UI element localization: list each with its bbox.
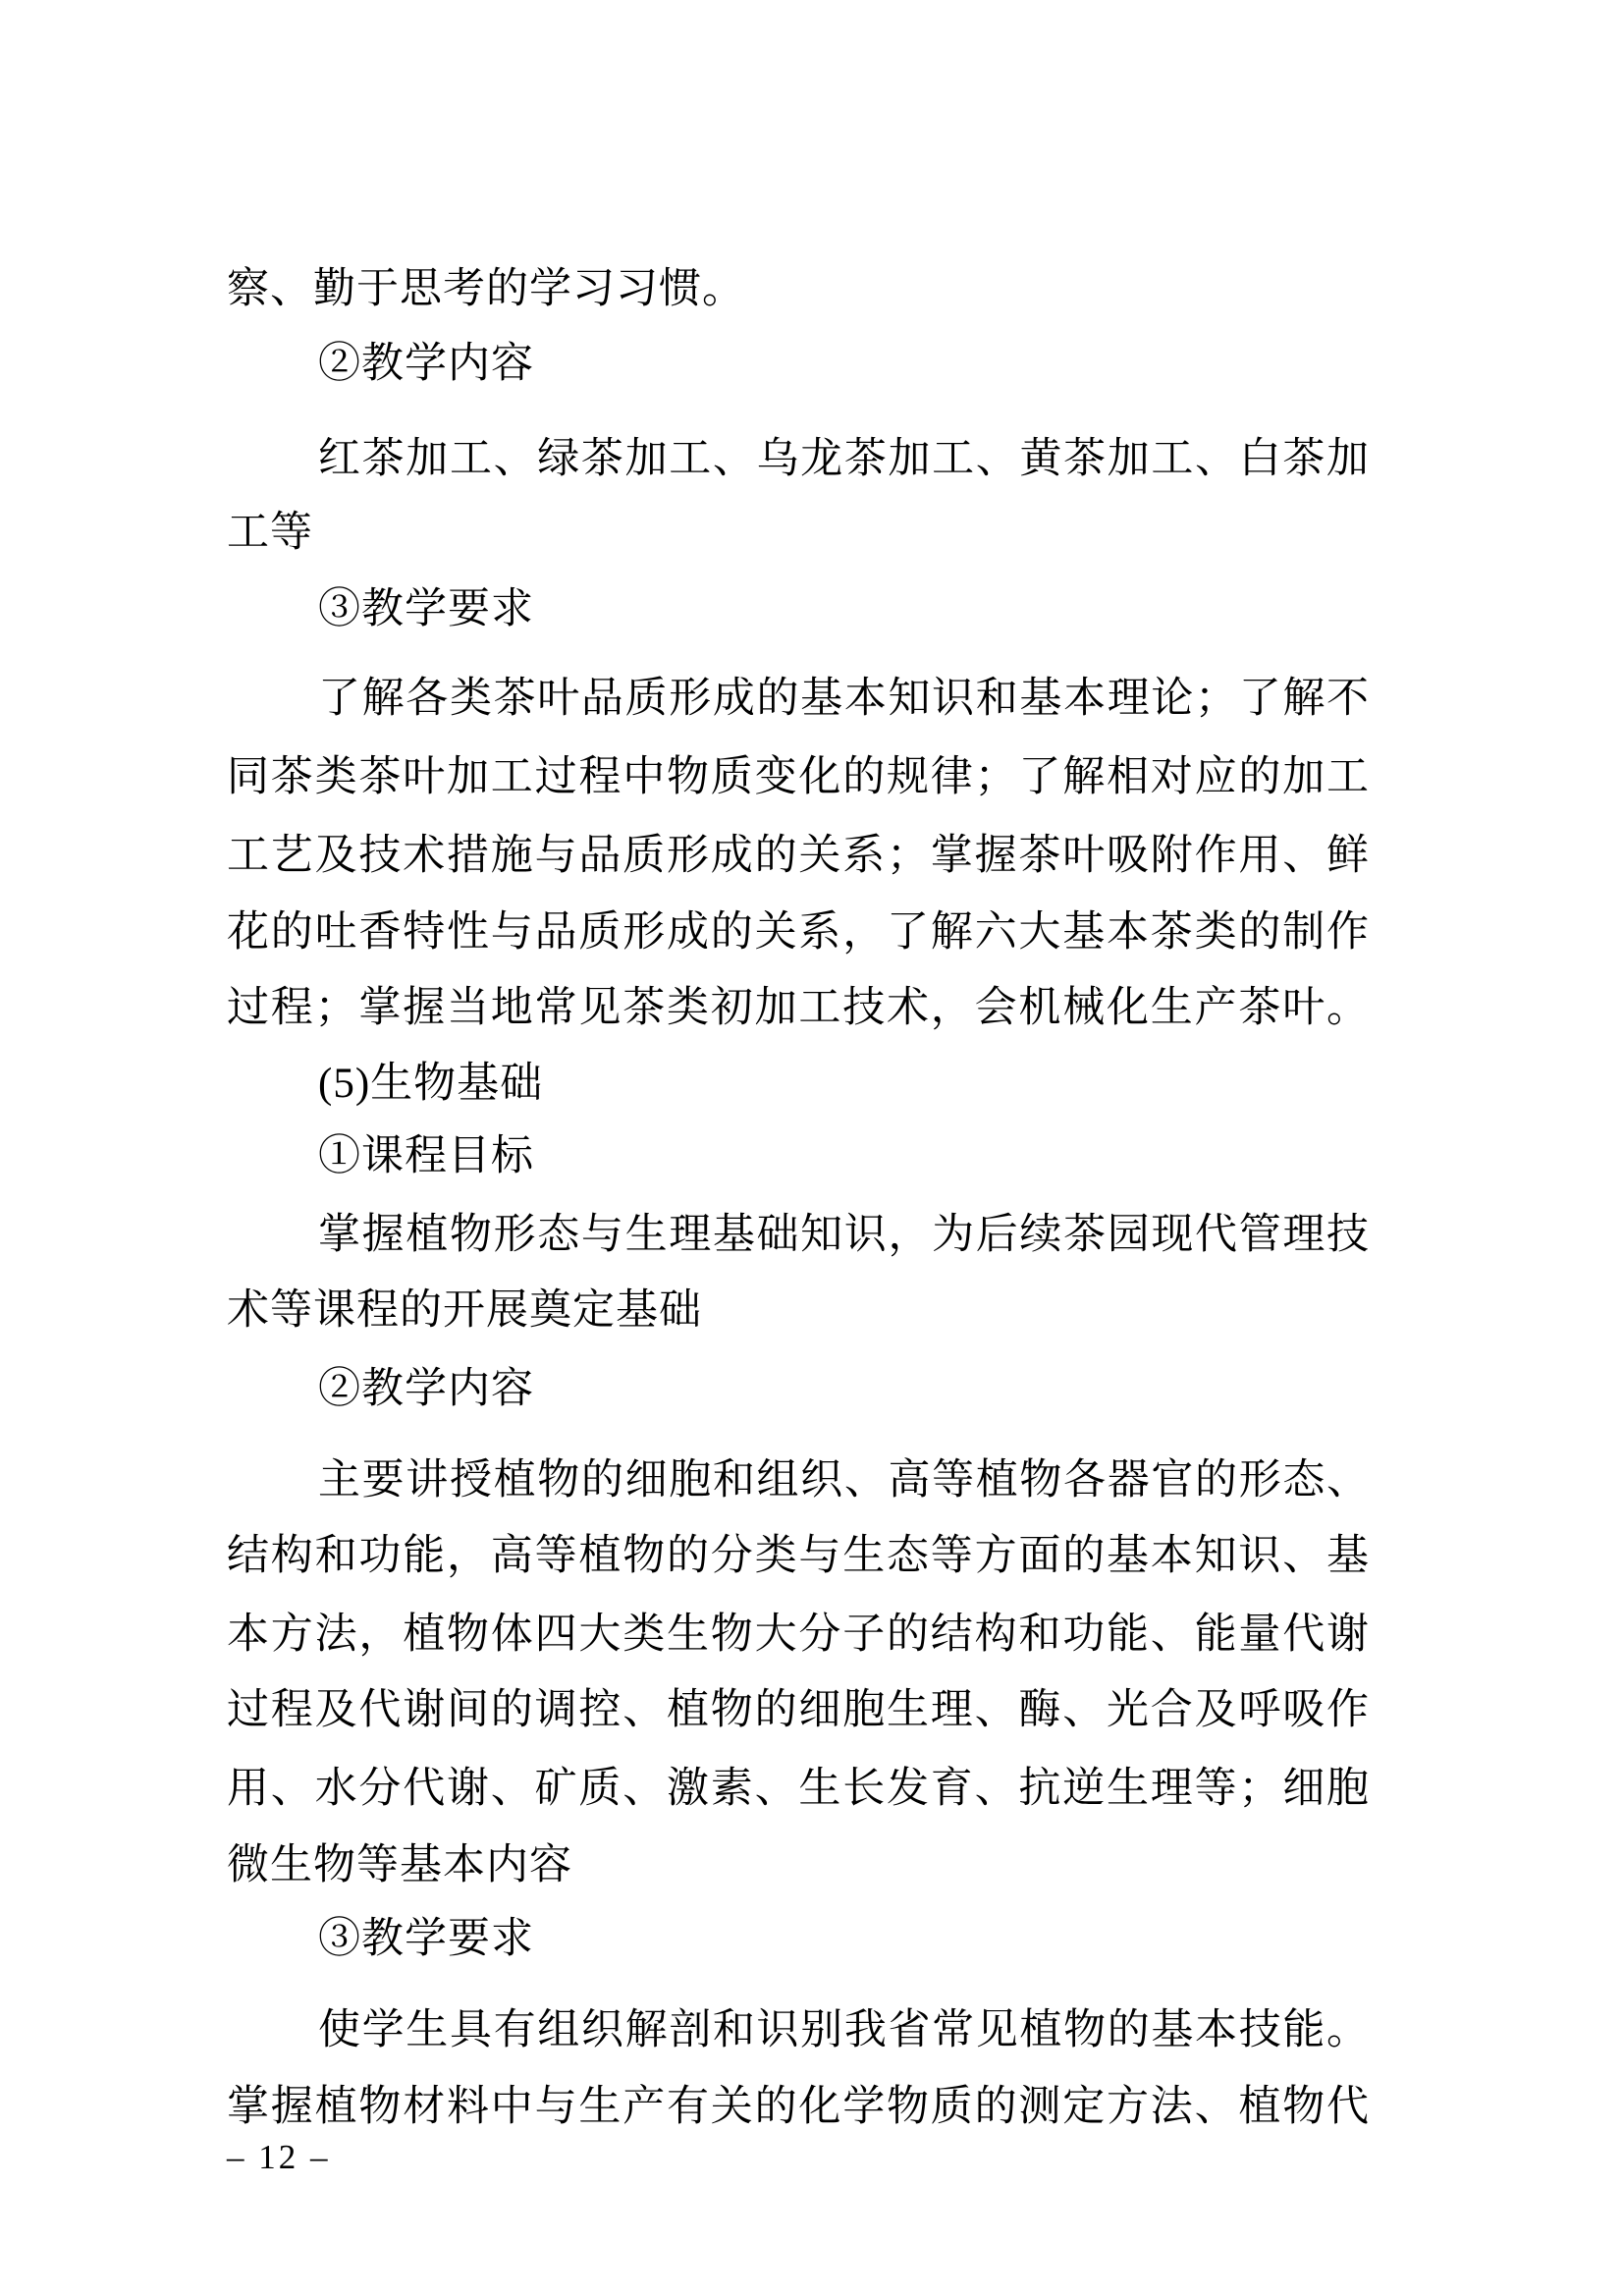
body-line: 微生物等基本内容 bbox=[227, 1842, 572, 1888]
body-line: 察、勤于思考的学习习惯。 bbox=[227, 266, 745, 312]
body-line: 同茶类茶叶加工过程中物质变化的规律；了解相对应的加工 bbox=[227, 754, 1370, 800]
body-line: 过程；掌握当地常见茶类初加工技术，会机械化生产茶叶。 bbox=[227, 985, 1370, 1031]
body-line: 术等课程的开展奠定基础 bbox=[227, 1287, 702, 1334]
body-line: 用、水分代谢、矿质、激素、生长发育、抗逆生理等；细胞 bbox=[227, 1766, 1370, 1812]
section-heading-line: ③教学要求 bbox=[318, 1916, 534, 1962]
section-heading-line: ②教学内容 bbox=[318, 1366, 534, 1412]
body-line: 过程及代谢间的调控、植物的细胞生理、酶、光合及呼吸作 bbox=[227, 1687, 1370, 1733]
body-line: 本方法，植物体四大类生物大分子的结构和功能、能量代谢 bbox=[227, 1612, 1370, 1658]
body-line: 工艺及技术措施与品质形成的关系；掌握茶叶吸附作用、鲜 bbox=[227, 833, 1370, 879]
subsection-heading-line: (5)生物基础 bbox=[318, 1061, 544, 1107]
body-line: 主要讲授植物的细胞和组织、高等植物各器官的形态、 bbox=[318, 1457, 1370, 1503]
body-line: 掌握植物形态与生理基础知识，为后续茶园现代管理技 bbox=[318, 1212, 1370, 1258]
body-line: 了解各类茶叶品质形成的基本知识和基本理论；了解不 bbox=[318, 676, 1370, 722]
body-line: 花的吐香特性与品质形成的关系，了解六大基本茶类的制作 bbox=[227, 909, 1370, 956]
body-line: 使学生具有组织解剖和识别我省常见植物的基本技能。 bbox=[318, 2007, 1370, 2053]
page-number: – 12 – bbox=[227, 2138, 331, 2176]
section-heading-line: ①课程目标 bbox=[318, 1133, 534, 1179]
body-line: 工等 bbox=[227, 510, 313, 556]
body-line: 掌握植物材料中与生产有关的化学物质的测定方法、植物代 bbox=[227, 2084, 1370, 2130]
body-line: 结构和功能，高等植物的分类与生态等方面的基本知识、基 bbox=[227, 1533, 1370, 1579]
body-line: 红茶加工、绿茶加工、乌龙茶加工、黄茶加工、白茶加 bbox=[318, 436, 1370, 482]
section-heading-line: ②教学内容 bbox=[318, 341, 534, 387]
section-heading-line: ③教学要求 bbox=[318, 586, 534, 632]
